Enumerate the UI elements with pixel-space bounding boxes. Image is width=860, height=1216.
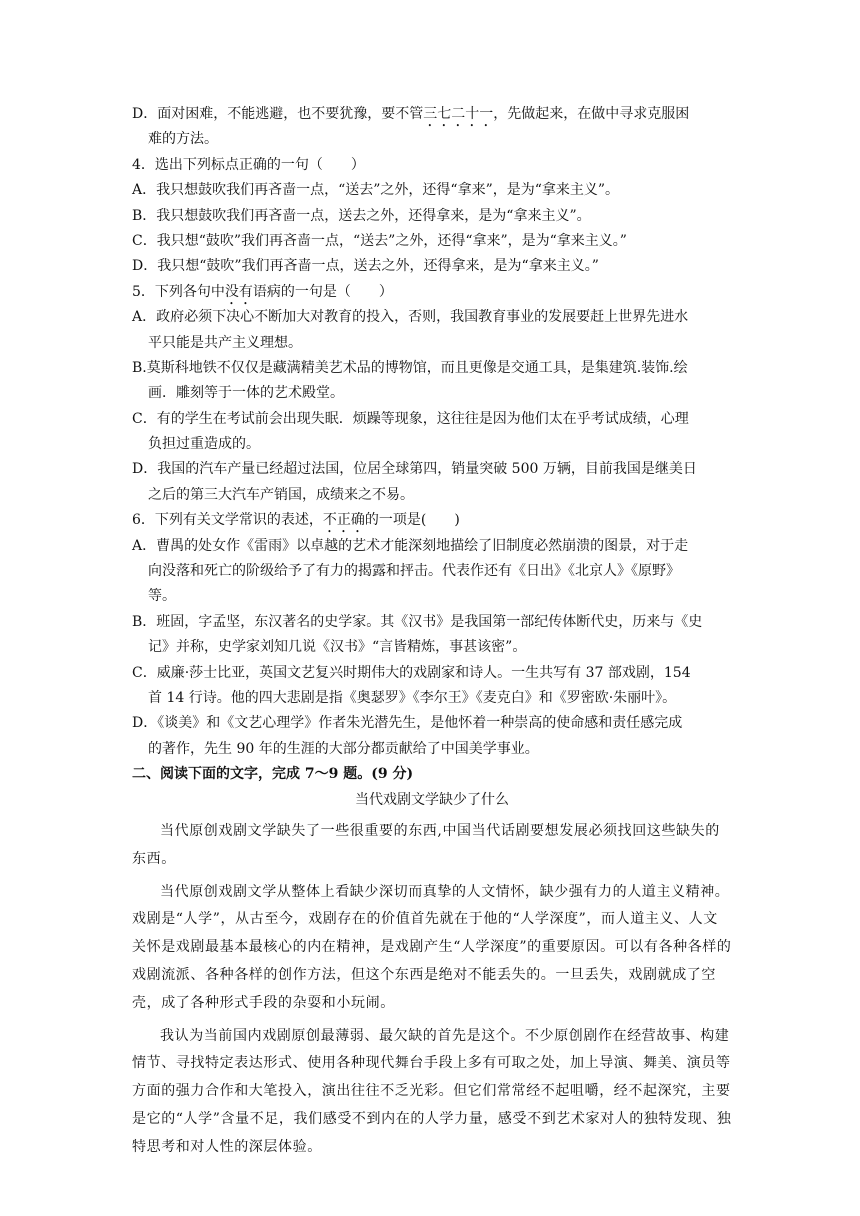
q5-stem [132, 280, 732, 305]
passage-paragraph-3: 我认为当前国内戏剧原创最薄弱、最欠缺的首先是这个。不少原创剧作在经营故事、构建情节、寻找特定表达形式、使用各种现代舞台手段上多有可取之处，加上导演、舞美、演员等方面的强力合作和大笔投入，演出往往不乏光彩。但它们常常经不起咀嚼，经不起深究，主要是它的“人学”含量不足，我们感受不到内在的人学力量，感受不到艺术家对人的独特发现、独特思考和对人性的深层体验。 [132, 1027, 732, 1155]
passage-title: 当代戏剧文学缺少了什么 [355, 791, 509, 808]
q5-stem-text-2: 语病的一句是（ ） [252, 283, 393, 300]
q6-emphasis: 不正确 [322, 512, 365, 529]
q4-stem: 4．选出下列标点正确的一句（ ） [132, 156, 365, 173]
section-heading: 二、阅读下面的文字，完成 7～9 题。(9 分) [132, 766, 414, 783]
exam-content [132, 102, 732, 1162]
q5-option-b: B.莫斯科地铁不仅仅是藏满精美艺术品的博物馆，而且更像是交通工具，是集建筑.装饰.绘 [132, 359, 688, 376]
q6-option-d: D．《谈美》和《文艺心理学》作者朱光潜先生，是他怀着一种崇高的使命感和责任感完成 [132, 715, 683, 732]
q6-stem-text-2: 的一项是( ) [364, 512, 460, 529]
q4-option-a: A．我只想鼓吹我们再吝啬一点，“送去”之外，还得“拿来”，是为“拿来主义”。 [132, 182, 620, 199]
q6-option-c: C．威廉·莎士比亚，英国文艺复兴时期伟大的戏剧家和诗人。一生共写有 37 部戏剧，154 [132, 664, 691, 681]
passage-paragraph-2: 当代原创戏剧文学从整体上看缺少深切而真挚的人文情怀，缺少强有力的人道主义精神。戏剧是“人学”，从古至今，戏剧存在的价值首先就在于他的“人学深度”，而人道主义、人文关怀是戏剧最基本最核心的内在精神，是戏剧产生“人学深度”的重要原因。可以有各种各样的戏剧流派、各种各样的创作方法，但这个东西是绝对不能丢失的。一旦丢失，戏剧就成了空壳，成了各种形式手段的杂耍和小玩闹。 [132, 883, 732, 1011]
q5-stem-text: 5．下列各句中 [132, 283, 225, 300]
q6-option-a-cont-2: 等。 [148, 588, 176, 605]
q6-option-b-cont: 记》并称，史学家刘知几说《汉书》“言皆精炼，事甚该密”。 [148, 639, 527, 656]
q4-option-c: C．我只想“鼓吹”我们再吝啬一点，“送去”之外，还得“拿来”，是为“拿来主义。” [132, 232, 627, 249]
q3-option-d [132, 102, 732, 127]
q5-option-c-cont: 负担过重造成的。 [148, 436, 260, 453]
q5-emphasis: 没有 [224, 283, 253, 300]
q3-option-d-cont: 难的方法。 [148, 131, 218, 148]
q5-option-b-cont: 画．雕刻等于一体的艺术殿堂。 [148, 385, 344, 402]
passage-paragraph-1: 当代原创戏剧文学缺失了一些很重要的东西,中国当代话剧要想发展必须找回这些缺失的东西。 [132, 822, 720, 867]
q5-option-d: D．我国的汽车产量已经超过法国，位居全球第四，销量突破 500 万辆，目前我国是继美日 [132, 461, 697, 478]
q6-option-c-cont: 首 14 行诗。他的四大悲剧是指《奥瑟罗》《李尔王》《麦克白》和《罗密欧·朱丽叶》。 [148, 689, 677, 706]
q6-option-a: A．曹禺的处女作《雷雨》以卓越的艺术才能深刻地描绘了旧制度必然崩溃的图景，对于走 [132, 537, 689, 554]
q6-stem-text: 6．下列有关文学常识的表述， [132, 512, 323, 529]
q3-option-d-text: D．面对困难，不能逃避，也不要犹豫，要不管 [132, 106, 424, 122]
q4-option-b: B．我只想鼓吹我们再吝啬一点，送去之外，还得拿来，是为“拿来主义”。 [132, 207, 591, 224]
q4-option-d: D．我只想“鼓吹”我们再吝啬一点，送去之外，还得拿来，是为“拿来主义。” [132, 258, 599, 275]
q5-option-d-cont: 之后的第三大汽车产销国，成绩来之不易。 [148, 486, 414, 503]
q6-option-b: B．班固，字孟坚，东汉著名的史学家。其《汉书》是我国第一部纪传体断代史，历来与《史 [132, 613, 703, 630]
q3-option-d-text-2: ，先做起来，在做中寻求克服困 [493, 106, 690, 122]
q6-option-a-cont: 向没落和死亡的阶级给予了有力的揭露和抨击。代表作还有《日出》《北京人》《原野》 [148, 563, 680, 580]
q6-option-d-cont: 的著作，先生 90 年的生涯的大部分都贡献给了中国美学事业。 [148, 740, 539, 757]
q3-emphasis: 三七二十一 [423, 106, 494, 122]
q5-option-c: C．有的学生在考试前会出现失眠．烦躁等现象，这往往是因为他们太在乎考试成绩，心理 [132, 410, 689, 427]
q5-option-a: A．政府必须下决心不断加大对教育的投入，否则，我国教育事业的发展要赶上世界先进水 [132, 309, 689, 326]
q6-stem [132, 508, 732, 533]
q5-option-a-cont: 平只能是共产主义理想。 [148, 334, 302, 351]
